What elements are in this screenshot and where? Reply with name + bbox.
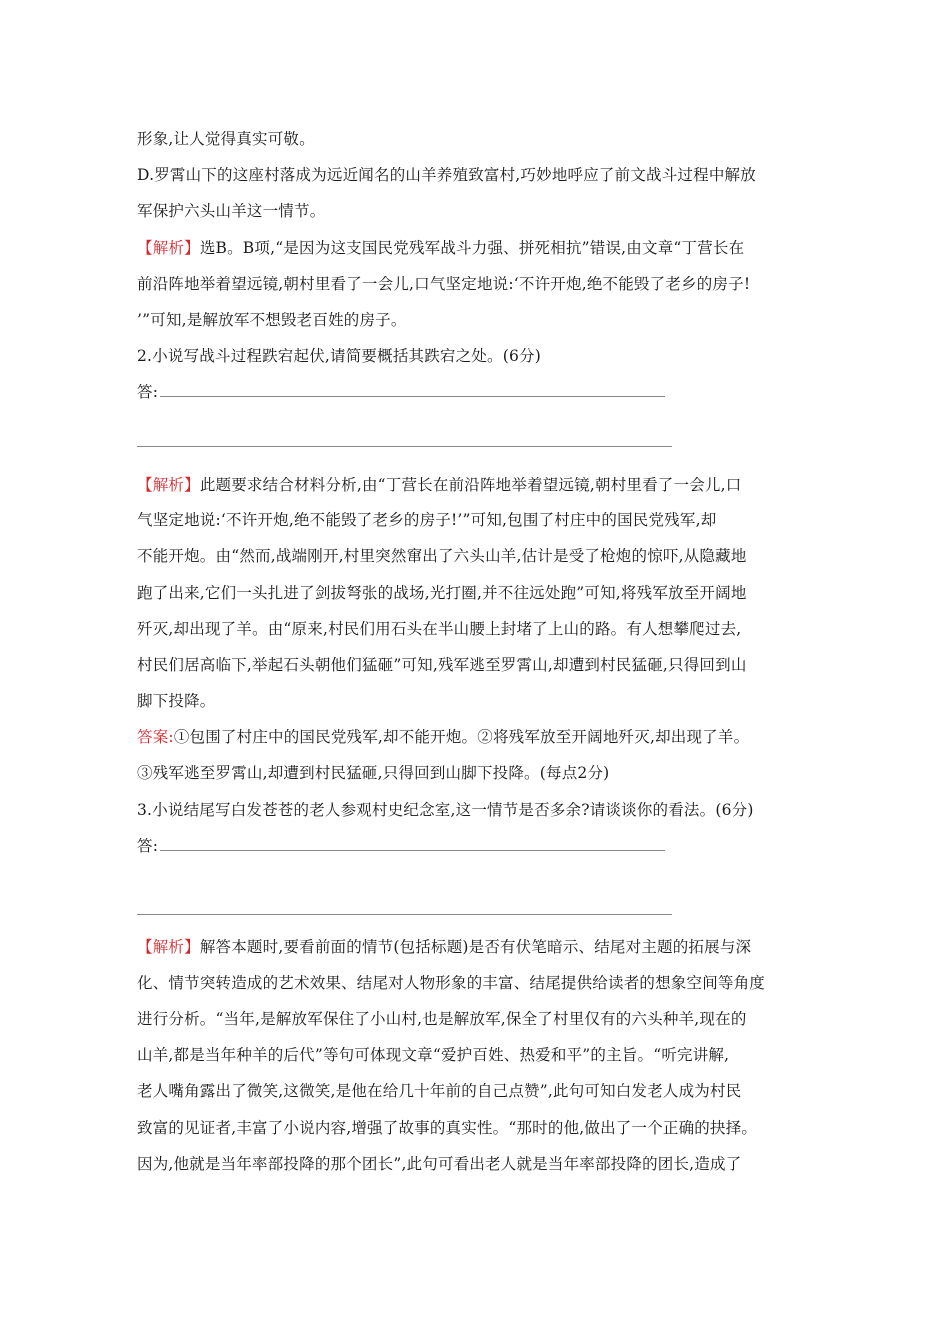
text-line: 军保护六头山羊这一情节。 <box>137 202 326 220</box>
answer-line <box>137 914 672 915</box>
text-line: 歼灭,却出现了羊。由“原来,村民们用石头在半山腰上封堵了上山的路。有人想攀爬过去, <box>137 620 742 638</box>
analysis-2: 【解析】此题要求结合材料分析,由“丁营长在前沿阵地举着望远镜,朝村里看了一会儿,口 <box>137 476 742 494</box>
analysis-tag: 【解析】 <box>137 476 200 494</box>
text-line: 前沿阵地举着望远镜,朝村里看了一会儿,口气坚定地说:‘不许开炮,绝不能毁了老乡的房子! <box>137 275 751 293</box>
text-line: 化、情节突转造成的艺术效果、结尾对人物形象的丰富、结尾提供给读者的想象空间等角度 <box>137 974 766 992</box>
option-d: D.罗霄山下的这座村落成为远近闻名的山羊养殖致富村,巧妙地呼应了前文战斗过程中解放 <box>137 166 756 184</box>
answer-1: 答案:①包围了村庄中的国民党残军,却不能开炮。②将残军放至开阔地歼灭,却出现了羊。 <box>137 728 750 746</box>
text-line: 老人嘴角露出了微笑,这微笑,是他在给几十年前的自己点赞”,此句可知白发老人成为村民 <box>137 1082 742 1100</box>
text-line: 气坚定地说:‘不许开炮,绝不能毁了老乡的房子!’”可知,包围了村庄中的国民党残军,却 <box>137 511 717 529</box>
text-line: 致富的见证者,丰富了小说内容,增强了故事的真实性。“那时的他,做出了一个正确的抉择。 <box>137 1119 758 1137</box>
answer-field-q3[interactable]: 答: <box>137 835 665 857</box>
text-line: 形象,让人觉得真实可敬。 <box>137 130 315 148</box>
answer-line <box>137 446 672 447</box>
text-line: 因为,他就是当年率部投降的那个团长”,此句可看出老人就是当年率部投降的团长,造成了 <box>137 1155 742 1173</box>
text-line: 不能开炮。由“然而,战端刚开,村里突然窜出了六头山羊,估计是受了枪炮的惊吓,从隐藏地 <box>137 547 747 565</box>
text-line: ③残军逃至罗霄山,却遭到村民猛砸,只得回到山脚下投降。(每点2分) <box>137 764 610 782</box>
answer-tag: 答案: <box>137 728 174 746</box>
question-3: 3.小说结尾写白发苍苍的老人参观村史纪念室,这一情节是否多余?请谈谈你的看法。(6分) <box>137 801 754 819</box>
text-line: 山羊,都是当年种羊的后代”等句可体现文章“爱护百姓、热爱和平”的主旨。“听完讲解, <box>137 1046 730 1064</box>
analysis-1: 【解析】选B。B项,“是因为这支国民党残军战斗力强、拼死相抗”错误,由文章“丁营长在 <box>137 239 745 257</box>
question-2: 2.小说写战斗过程跌宕起伏,请简要概括其跌宕之处。(6分) <box>137 347 541 365</box>
text-line: ’”可知,是解放军不想毁老百姓的房子。 <box>137 311 407 329</box>
analysis-tag: 【解析】 <box>137 938 200 956</box>
text-line: 跑了出来,它们一头扎进了剑拔弩张的战场,光打圈,并不往远处跑”可知,将残军放至开阔地 <box>137 584 747 602</box>
text-line: 村民们居高临下,举起石头朝他们猛砸”可知,残军逃至罗霄山,却遭到村民猛砸,只得回到山 <box>137 656 747 674</box>
analysis-tag: 【解析】 <box>137 239 200 257</box>
text-line: 进行分析。“当年,是解放军保住了小山村,也是解放军,保全了村里仅有的六头种羊,现在的 <box>137 1010 747 1028</box>
answer-field-q2[interactable]: 答: <box>137 381 665 403</box>
analysis-3: 【解析】解答本题时,要看前面的情节(包括标题)是否有伏笔暗示、结尾对主题的拓展与深 <box>137 938 752 956</box>
text-line: 脚下投降。 <box>137 692 216 710</box>
